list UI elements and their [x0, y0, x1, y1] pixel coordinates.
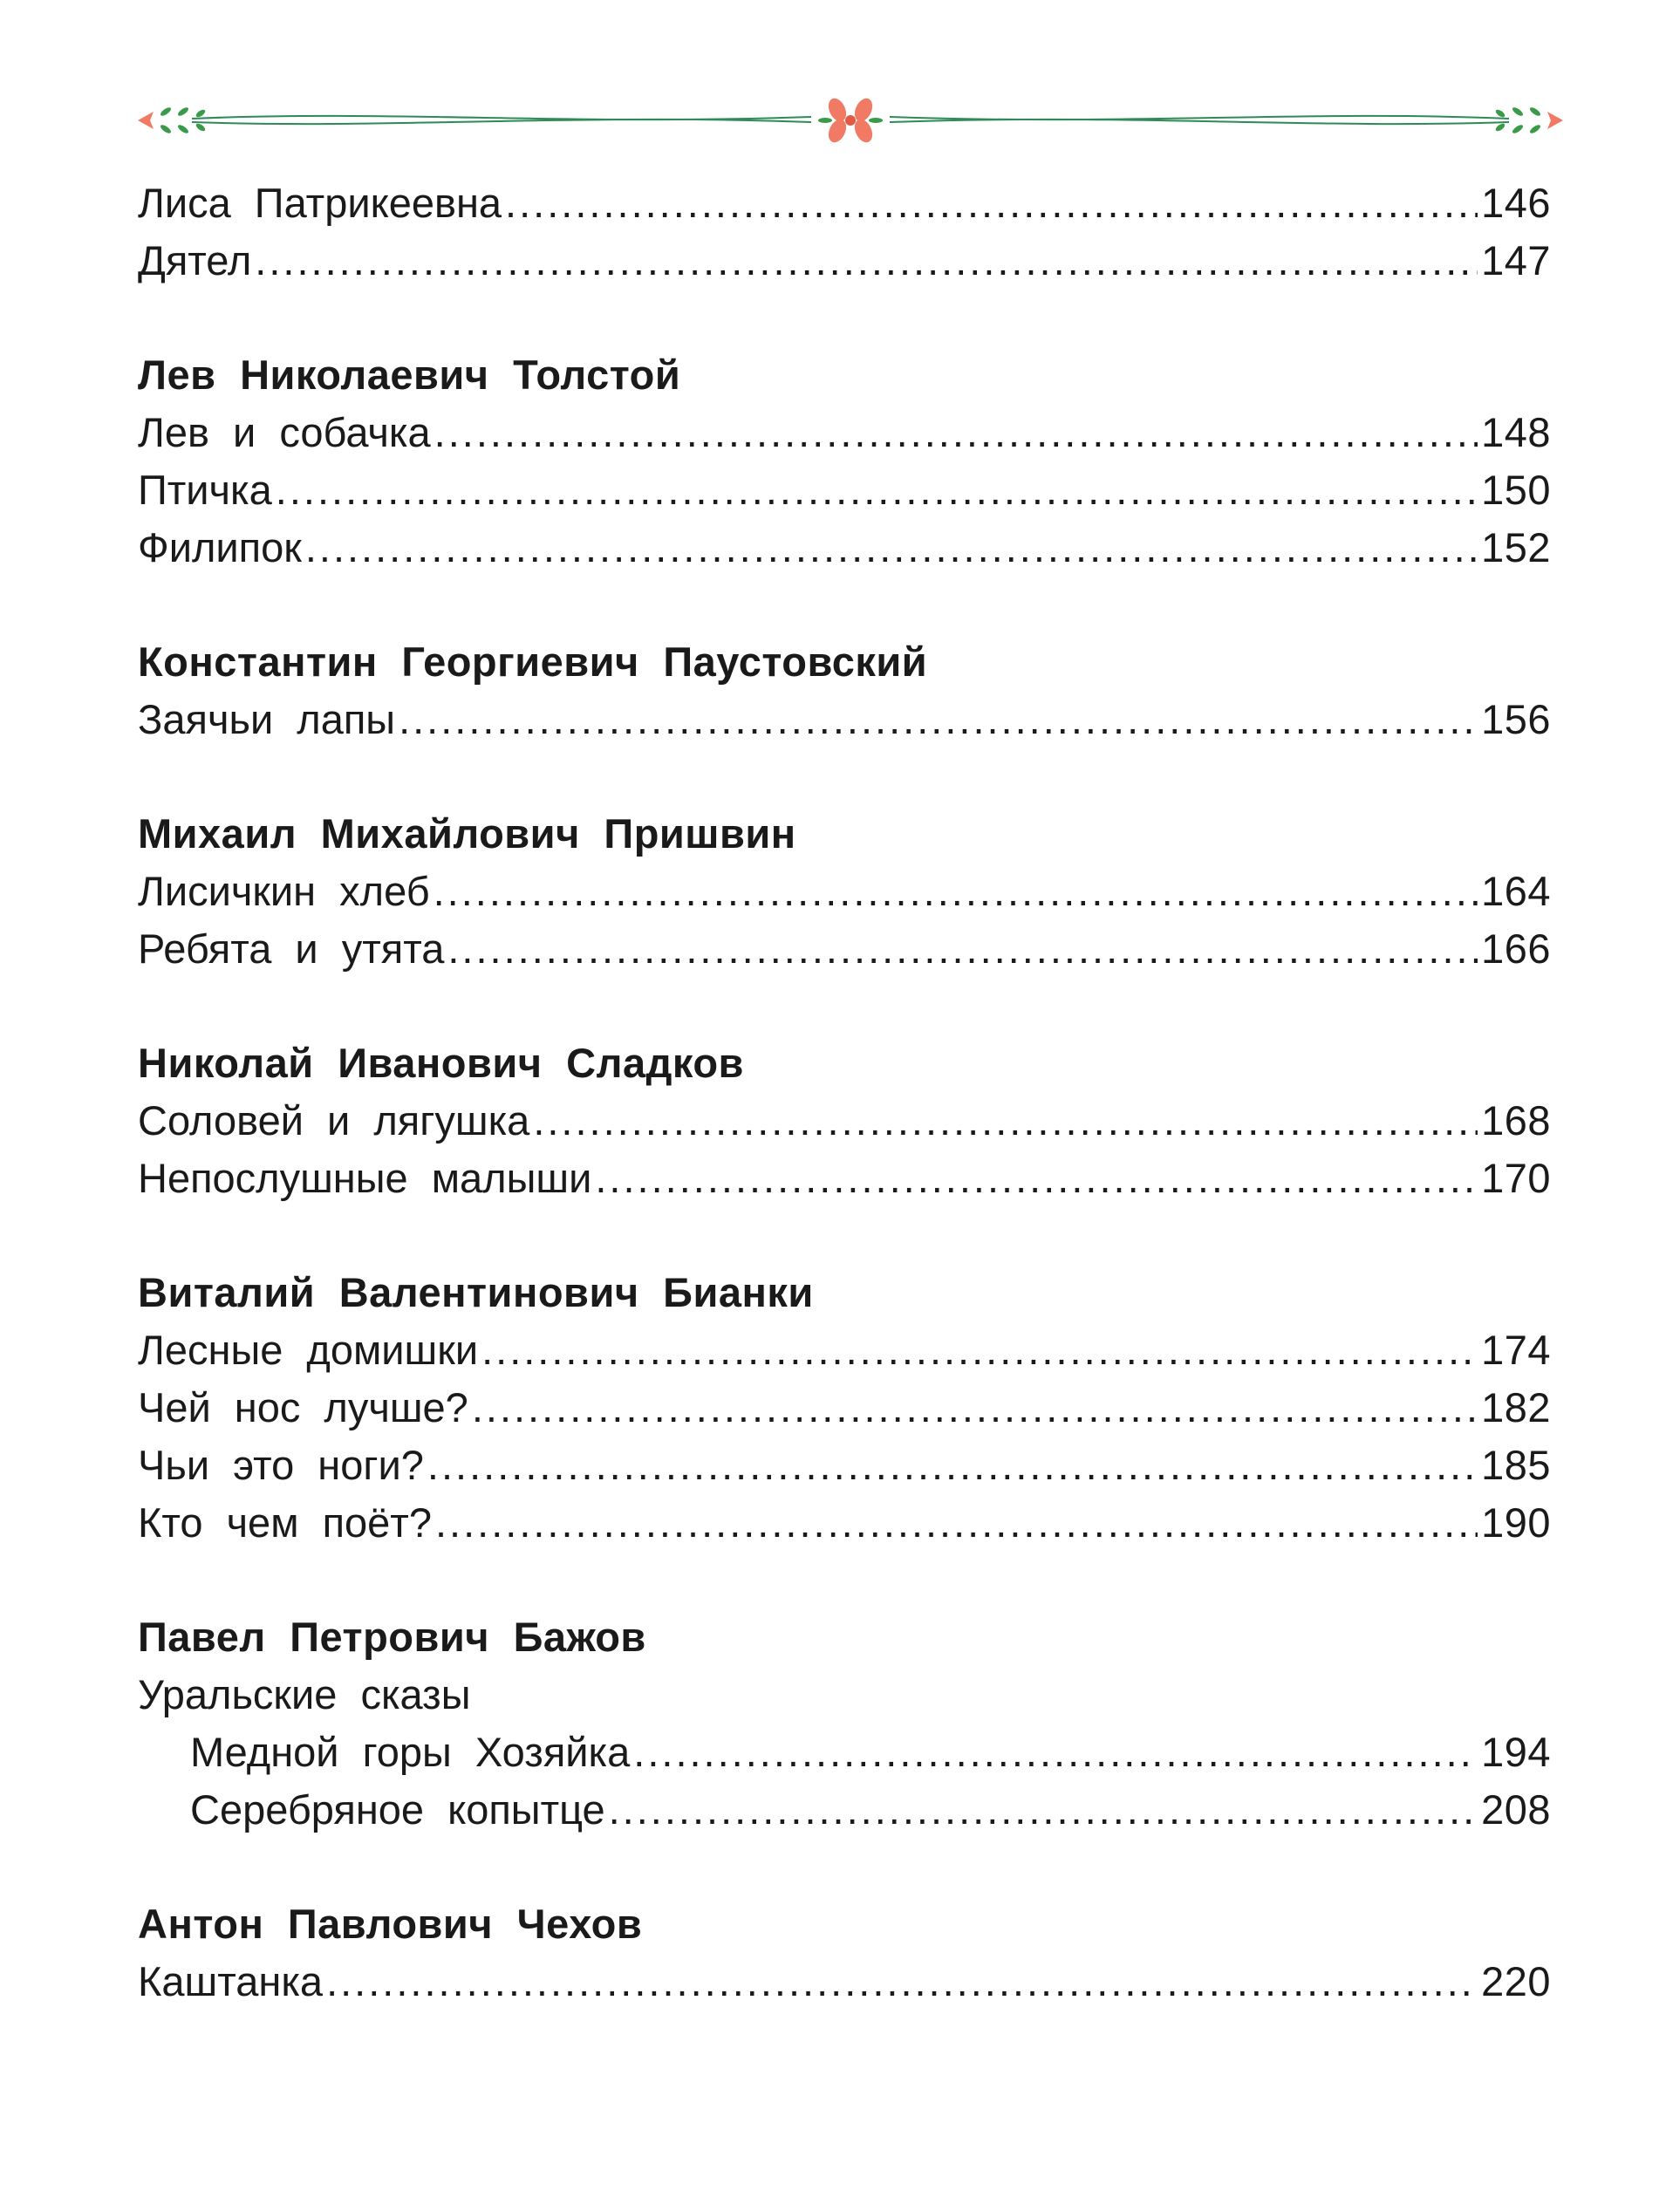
toc-page-number: 164 [1481, 868, 1551, 914]
dot-leader [481, 1321, 1478, 1379]
toc-entry [138, 1437, 1551, 1494]
dot-leader [435, 1494, 1478, 1552]
toc-entry-title: Соловей и лягушка [138, 1097, 530, 1144]
dot-leader [595, 1150, 1478, 1207]
dot-leader [434, 404, 1478, 461]
toc-page-number: 174 [1481, 1327, 1551, 1373]
toc-entry-title: Медной горы Хозяйка [190, 1729, 631, 1775]
dot-leader [326, 1953, 1478, 2011]
dot-leader [533, 1092, 1478, 1150]
toc-page-number: 194 [1481, 1729, 1551, 1775]
author-heading: Лев Николаевич Толстой [138, 352, 681, 398]
dot-leader [399, 691, 1478, 748]
toc-entry-title: Чей нос лучше? [138, 1384, 468, 1430]
section-heading: Уральские сказы [138, 1671, 471, 1717]
toc-page-number: 220 [1481, 1958, 1551, 2004]
toc-entry-title: Лисичкин хлеб [138, 868, 430, 914]
toc-entry [138, 1150, 1551, 1207]
toc-entry-title: Филипок [138, 524, 302, 570]
dot-leader [447, 920, 1478, 978]
toc-page-number: 152 [1481, 524, 1551, 570]
toc-entry [138, 232, 1551, 290]
dot-leader [305, 519, 1478, 577]
toc-entry-title: Лиса Патрикеевна [138, 180, 502, 226]
toc-entry [138, 920, 1551, 978]
toc-entry-title: Лесные домишки [138, 1327, 479, 1373]
toc-entry-title: Непослушные малыши [138, 1155, 592, 1201]
toc-entry [138, 1953, 1551, 2011]
toc-entry [138, 1781, 1551, 1839]
toc-page-number: 182 [1481, 1384, 1551, 1430]
dot-leader [505, 174, 1478, 232]
toc-page-number: 185 [1481, 1442, 1551, 1488]
toc-entry-title: Каштанка [138, 1958, 324, 2004]
toc-page-number: 156 [1481, 696, 1551, 742]
toc-page-number: 148 [1481, 409, 1551, 455]
author-heading: Антон Павлович Чехов [138, 1901, 643, 1947]
toc-page-number: 208 [1481, 1786, 1551, 1833]
toc-page-number: 147 [1481, 237, 1551, 283]
toc-entry-title: Чьи это ноги? [138, 1442, 424, 1488]
dot-leader [434, 863, 1478, 920]
toc-entry [138, 519, 1551, 577]
toc-page-number: 170 [1481, 1155, 1551, 1201]
toc-page-number: 168 [1481, 1097, 1551, 1144]
dot-leader [472, 1379, 1478, 1437]
author-heading: Виталий Валентинович Бианки [138, 1269, 814, 1315]
toc-entry-title: Серебряное копытце [190, 1786, 605, 1833]
toc-entry-title: Кто чем поёт? [138, 1499, 432, 1546]
dot-leader [427, 1437, 1478, 1494]
toc-entry [138, 1724, 1551, 1781]
floral-divider-icon [131, 94, 1570, 147]
toc-entry-title: Заячьи лапы [138, 696, 396, 742]
table-of-contents [138, 174, 1551, 2011]
toc-page-number: 166 [1481, 925, 1551, 972]
dot-leader [609, 1781, 1478, 1839]
dot-leader [255, 232, 1478, 290]
toc-entry [138, 404, 1551, 461]
dot-leader [633, 1724, 1478, 1781]
toc-page-number: 150 [1481, 467, 1551, 513]
toc-entry-title: Дятел [138, 237, 252, 283]
dot-leader [276, 461, 1478, 519]
toc-entry [138, 174, 1551, 232]
author-heading: Михаил Михайлович Пришвин [138, 810, 796, 857]
toc-entry [138, 1321, 1551, 1379]
toc-entry-title: Ребята и утята [138, 925, 445, 972]
toc-entry-title: Птичка [138, 467, 272, 513]
author-heading: Константин Георгиевич Паустовский [138, 638, 928, 685]
toc-page-number: 190 [1481, 1499, 1551, 1546]
toc-entry [138, 863, 1551, 920]
toc-entry-title: Лев и собачка [138, 409, 431, 455]
author-heading: Павел Петрович Бажов [138, 1614, 646, 1660]
toc-page-number: 146 [1481, 180, 1551, 226]
toc-entry [138, 1092, 1551, 1150]
author-heading: Николай Иванович Сладков [138, 1040, 744, 1086]
toc-entry [138, 1494, 1551, 1552]
toc-entry [138, 461, 1551, 519]
toc-entry [138, 1379, 1551, 1437]
toc-entry [138, 691, 1551, 748]
